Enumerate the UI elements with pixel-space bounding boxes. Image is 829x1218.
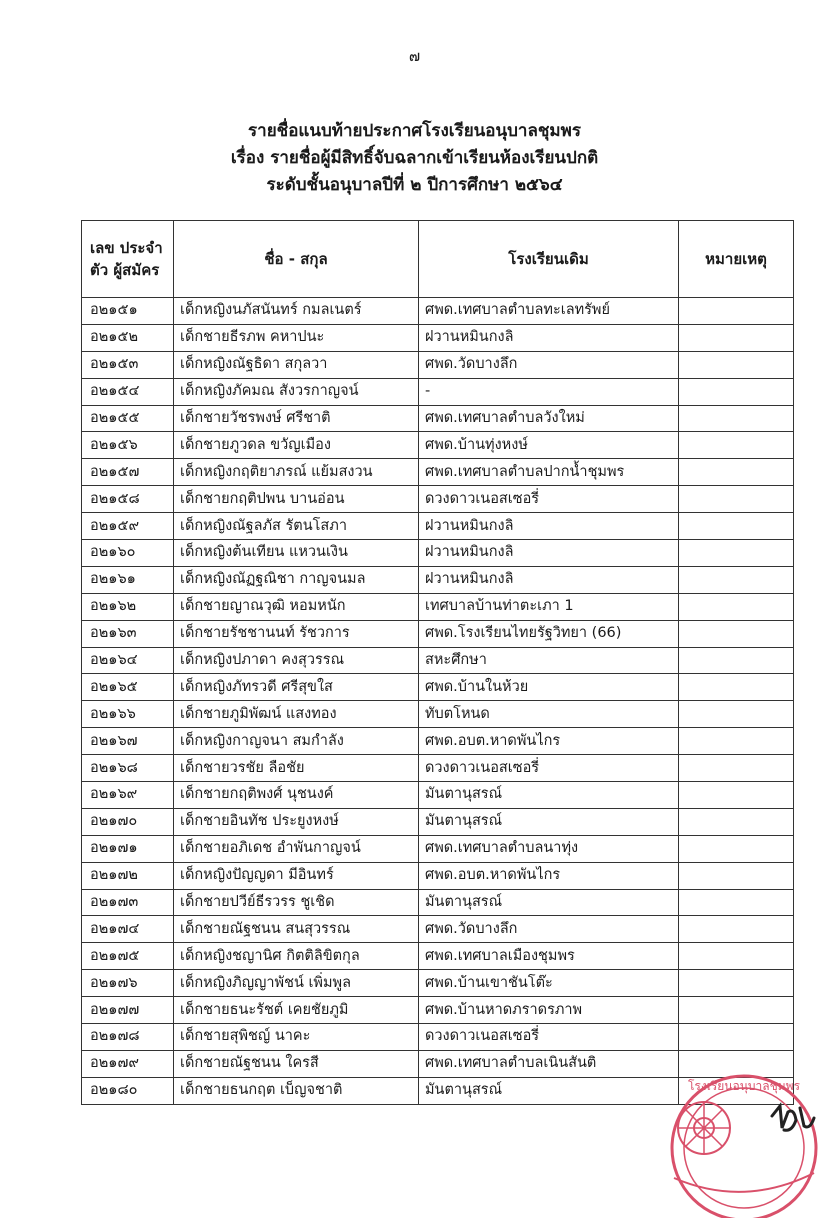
remark-cell [679, 916, 794, 943]
remark-cell [679, 862, 794, 889]
full-name-cell: เด็กหญิงต้นเทียน แหวนเงิน [174, 540, 419, 567]
header-remark: หมายเหตุ [679, 221, 794, 298]
previous-school-cell: มันตานุสรณ์ [419, 889, 679, 916]
remark-cell [679, 674, 794, 701]
table-row [82, 351, 794, 378]
remark-cell [679, 432, 794, 459]
applicant-id-cell: อ๒๑๖๗ [82, 728, 174, 755]
remark-cell [679, 997, 794, 1024]
table-row [82, 997, 794, 1024]
remark-cell [679, 755, 794, 782]
full-name-cell: เด็กชายกฤติปพน บานอ่อน [174, 486, 419, 513]
remark-cell [679, 324, 794, 351]
applicant-id-cell: อ๒๑๕๓ [82, 351, 174, 378]
header-previous-school: โรงเรียนเดิม [419, 221, 679, 298]
full-name-cell: เด็กหญิงชญานิศ กิตติลิขิตกุล [174, 943, 419, 970]
table-row [82, 889, 794, 916]
previous-school-cell: ศพด.เทศบาลตำบลปากน้ำชุมพร [419, 459, 679, 486]
table-row [82, 755, 794, 782]
previous-school-cell: ฝวานหมินกงลิ [419, 324, 679, 351]
full-name-cell: เด็กหญิงภัคมณ สังวรกาญจน์ [174, 378, 419, 405]
full-name-cell: เด็กหญิงปภาดา คงสุวรรณ [174, 647, 419, 674]
previous-school-cell: ศพด.วัดบางลึก [419, 916, 679, 943]
previous-school-cell: ศพด.วัดบางลึก [419, 351, 679, 378]
applicant-id-cell: อ๒๑๖๒ [82, 593, 174, 620]
applicant-id-cell: อ๒๑๗๒ [82, 862, 174, 889]
previous-school-cell: ศพด.อบต.หาดพันไกร [419, 862, 679, 889]
remark-cell [679, 540, 794, 567]
table-row [82, 970, 794, 997]
full-name-cell: เด็กชายอินทัช ประยูงหงษ์ [174, 808, 419, 835]
remark-cell [679, 378, 794, 405]
previous-school-cell: มันตานุสรณ์ [419, 1077, 679, 1104]
applicant-id-cell: อ๒๑๗๙ [82, 1050, 174, 1077]
table-row [82, 728, 794, 755]
remark-cell [679, 593, 794, 620]
table-row [82, 432, 794, 459]
table-row [82, 620, 794, 647]
full-name-cell: เด็กชายณัฐชนน สนสุวรรณ [174, 916, 419, 943]
previous-school-cell: เทศบาลบ้านท่าตะเภา 1 [419, 593, 679, 620]
remark-cell [679, 808, 794, 835]
remark-cell [679, 728, 794, 755]
applicant-id-cell: อ๒๑๕๖ [82, 432, 174, 459]
remark-cell [679, 647, 794, 674]
table-row [82, 862, 794, 889]
previous-school-cell: สหะศึกษา [419, 647, 679, 674]
previous-school-cell: - [419, 378, 679, 405]
applicant-id-cell: อ๒๑๗๕ [82, 943, 174, 970]
table-row [82, 782, 794, 809]
applicant-id-cell: อ๒๑๕๙ [82, 513, 174, 540]
full-name-cell: เด็กชายญาณวุฒิ หอมหนัก [174, 593, 419, 620]
previous-school-cell: ดวงดาวเนอสเซอรี่ [419, 1024, 679, 1051]
full-name-cell: เด็กชายธนะรัชต์ เคยชัยภูมิ [174, 997, 419, 1024]
table-row [82, 298, 794, 325]
previous-school-cell: ศพด.บ้านในห้วย [419, 674, 679, 701]
full-name-cell: เด็กชายอภิเดช อำพันกาญจน์ [174, 835, 419, 862]
remark-cell [679, 620, 794, 647]
remark-cell [679, 405, 794, 432]
applicant-id-cell: อ๒๑๕๔ [82, 378, 174, 405]
remark-cell [679, 459, 794, 486]
previous-school-cell: ศพด.บ้านเขาชันโต๊ะ [419, 970, 679, 997]
full-name-cell: เด็กหญิงกฤติยาภรณ์ แย้มสงวน [174, 459, 419, 486]
applicant-id-cell: อ๒๑๘๐ [82, 1077, 174, 1104]
previous-school-cell: ศพด.อบต.หาดพันไกร [419, 728, 679, 755]
applicant-id-cell: อ๒๑๖๑ [82, 566, 174, 593]
full-name-cell: เด็กหญิงณัฐลภัส รัตนโสภา [174, 513, 419, 540]
applicant-id-cell: อ๒๑๖๖ [82, 701, 174, 728]
full-name-cell: เด็กชายปวีย์ธีรวรร ชูเชิด [174, 889, 419, 916]
table-row [82, 1024, 794, 1051]
previous-school-cell: ศพด.เทศบาลเมืองชุมพร [419, 943, 679, 970]
table-row [82, 540, 794, 567]
full-name-cell: เด็กชายวัชรพงษ์ ศรีชาติ [174, 405, 419, 432]
applicant-id-cell: อ๒๑๗๓ [82, 889, 174, 916]
applicant-table [81, 220, 794, 1105]
table-row [82, 808, 794, 835]
previous-school-cell: ศพด.เทศบาลตำบลวังใหม่ [419, 405, 679, 432]
table-row [82, 324, 794, 351]
table-row [82, 378, 794, 405]
remark-cell [679, 566, 794, 593]
applicant-id-cell: อ๒๑๖๕ [82, 674, 174, 701]
full-name-cell: เด็กชายภูวดล ขวัญเมือง [174, 432, 419, 459]
applicant-id-cell: อ๒๑๕๗ [82, 459, 174, 486]
full-name-cell: เด็กชายธนกฤต เบ็ญจชาติ [174, 1077, 419, 1104]
table-row [82, 459, 794, 486]
applicant-id-cell: อ๒๑๕๑ [82, 298, 174, 325]
applicant-id-cell: อ๒๑๕๘ [82, 486, 174, 513]
document-heading [0, 118, 829, 199]
remark-cell [679, 351, 794, 378]
full-name-cell: เด็กหญิงภิญญาพัชน์ เพิ่มพูล [174, 970, 419, 997]
applicant-id-cell: อ๒๑๕๒ [82, 324, 174, 351]
applicant-id-cell: อ๒๑๖๐ [82, 540, 174, 567]
applicant-id-cell: อ๒๑๗๖ [82, 970, 174, 997]
previous-school-cell: ฝวานหมินกงลิ [419, 566, 679, 593]
remark-cell [679, 889, 794, 916]
applicant-id-cell: อ๒๑๖๔ [82, 647, 174, 674]
full-name-cell: เด็กชายสุพิชญ์ นาคะ [174, 1024, 419, 1051]
full-name-cell: เด็กชายณัฐชนน ใครสี [174, 1050, 419, 1077]
previous-school-cell: ศพด.เทศบาลตำบลเนินสันติ [419, 1050, 679, 1077]
remark-cell [679, 970, 794, 997]
table-row [82, 566, 794, 593]
page-number: ๗ [408, 47, 421, 65]
previous-school-cell: ทับตโหนด [419, 701, 679, 728]
full-name-cell: เด็กหญิงกาญจนา สมกำลัง [174, 728, 419, 755]
applicant-id-cell: อ๒๑๕๕ [82, 405, 174, 432]
previous-school-cell: ฝวานหมินกงลิ [419, 513, 679, 540]
full-name-cell: เด็กชายกฤติพงศ์ นุชนงค์ [174, 782, 419, 809]
previous-school-cell: ดวงดาวเนอสเซอรี่ [419, 486, 679, 513]
previous-school-cell: ศพด.เทศบาลตำบลนาทุ่ง [419, 835, 679, 862]
full-name-cell: เด็กชายภูมิพัฒน์ แสงทอง [174, 701, 419, 728]
remark-cell [679, 298, 794, 325]
table-row [82, 943, 794, 970]
previous-school-cell: ศพด.บ้านหาดภราดรภาพ [419, 997, 679, 1024]
applicant-id-cell: อ๒๑๗๑ [82, 835, 174, 862]
previous-school-cell: ฝวานหมินกงลิ [419, 540, 679, 567]
full-name-cell: เด็กหญิงปัญญดา มีอินทร์ [174, 862, 419, 889]
full-name-cell: เด็กชายวรชัย ลือชัย [174, 755, 419, 782]
remark-cell [679, 943, 794, 970]
previous-school-cell: ดวงดาวเนอสเซอรี่ [419, 755, 679, 782]
full-name-cell: เด็กหญิงภัทรวดี ศรีสุขใส [174, 674, 419, 701]
table-body [82, 298, 794, 1105]
full-name-cell: เด็กหญิงณัฏฐณิชา กาญจนมล [174, 566, 419, 593]
table-row [82, 916, 794, 943]
applicant-id-cell: อ๒๑๖๓ [82, 620, 174, 647]
applicant-id-cell: อ๒๑๗๐ [82, 808, 174, 835]
table-row [82, 674, 794, 701]
previous-school-cell: มันตานุสรณ์ [419, 808, 679, 835]
previous-school-cell: มันตานุสรณ์ [419, 782, 679, 809]
table-row [82, 835, 794, 862]
remark-cell [679, 835, 794, 862]
table-row [82, 513, 794, 540]
table-row [82, 701, 794, 728]
full-name-cell: เด็กหญิงนภัสนันทร์ กมลเนตร์ [174, 298, 419, 325]
applicant-id-cell: อ๒๑๗๗ [82, 997, 174, 1024]
table-row [82, 647, 794, 674]
applicant-id-cell: อ๒๑๖๙ [82, 782, 174, 809]
remark-cell [679, 782, 794, 809]
full-name-cell: เด็กชายรัชชานนท์ รัชวการ [174, 620, 419, 647]
full-name-cell: เด็กชายธีรภพ คหาปนะ [174, 324, 419, 351]
remark-cell [679, 1024, 794, 1051]
table-row [82, 593, 794, 620]
applicant-id-cell: อ๒๑๖๘ [82, 755, 174, 782]
table-row [82, 486, 794, 513]
table-row [82, 405, 794, 432]
heading-line-1: รายชื่อแนบท้ายประกาศโรงเรียนอนุบาลชุมพร [248, 121, 581, 141]
remark-cell [679, 486, 794, 513]
school-seal-stamp [644, 1068, 829, 1218]
remark-cell [679, 701, 794, 728]
applicant-id-cell: อ๒๑๗๘ [82, 1024, 174, 1051]
previous-school-cell: ศพด.โรงเรียนไทยรัฐวิทยา (66) [419, 620, 679, 647]
applicant-id-cell: อ๒๑๗๔ [82, 916, 174, 943]
heading-line-3: ระดับชั้นอนุบาลปีที่ ๒ ปีการศึกษา ๒๕๖๔ [266, 175, 563, 195]
previous-school-cell: ศพด.บ้านทุ่งหงษ์ [419, 432, 679, 459]
remark-cell [679, 513, 794, 540]
header-applicant-id: เลข ประจำตัว ผู้สมัคร [82, 221, 174, 298]
header-full-name: ชื่อ - สกุล [174, 221, 419, 298]
table-header-row [82, 221, 794, 298]
previous-school-cell: ศพด.เทศบาลตำบลทะเลทรัพย์ [419, 298, 679, 325]
heading-line-2: เรื่อง รายชื่อผู้มีสิทธิ์จับฉลากเข้าเรียนห้องเรียนปกติ [230, 148, 599, 168]
full-name-cell: เด็กหญิงณัฐธิดา สกุลวา [174, 351, 419, 378]
seal-text: โรงเรียนอนุบาลชุมพร [687, 1079, 801, 1093]
